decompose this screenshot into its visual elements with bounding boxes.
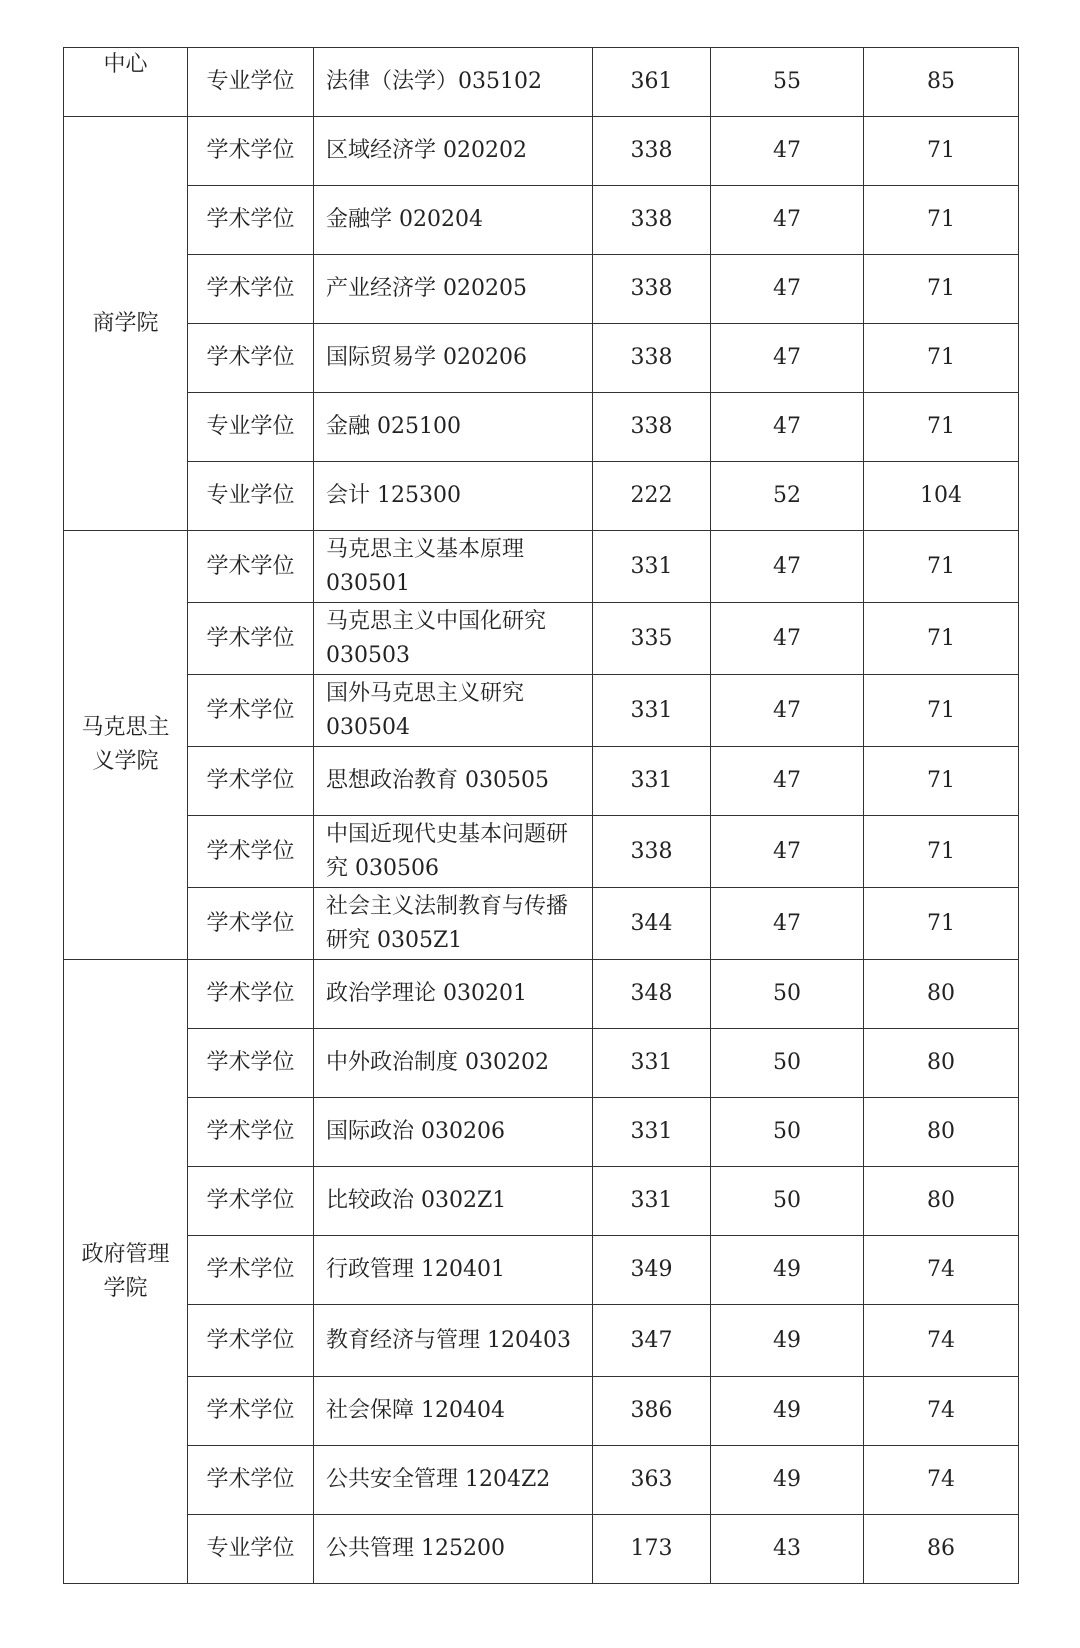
major-cell: 产业经济学 020205: [314, 255, 593, 324]
degree-type-cell: 学术学位: [188, 960, 314, 1029]
major-cell: 金融 025100: [314, 393, 593, 462]
single-subject-150-cell: 74: [864, 1236, 1019, 1305]
total-score-cell: 335: [593, 603, 711, 675]
total-score-cell: 331: [593, 1167, 711, 1236]
single-subject-100-cell: 50: [711, 960, 864, 1029]
major-cell: 区域经济学 020202: [314, 117, 593, 186]
table-row: [64, 186, 1019, 255]
total-score-cell: 363: [593, 1446, 711, 1515]
table-row: [64, 324, 1019, 393]
degree-type-cell: 学术学位: [188, 1098, 314, 1167]
degree-type-cell: 专业学位: [188, 462, 314, 531]
college-cell: 马克思主义学院: [64, 531, 188, 960]
single-subject-150-cell: 71: [864, 255, 1019, 324]
total-score-cell: 331: [593, 1098, 711, 1167]
single-subject-100-cell: 55: [711, 48, 864, 117]
single-subject-100-cell: 43: [711, 1515, 864, 1584]
table-row: [64, 1446, 1019, 1515]
table-row: [64, 888, 1019, 960]
table-row: [64, 1098, 1019, 1167]
single-subject-100-cell: 47: [711, 747, 864, 816]
single-subject-100-cell: 47: [711, 255, 864, 324]
single-subject-100-cell: 50: [711, 1029, 864, 1098]
major-cell: 政治学理论 030201: [314, 960, 593, 1029]
major-cell: 国外马克思主义研究 030504: [314, 675, 593, 747]
single-subject-100-cell: 49: [711, 1305, 864, 1377]
single-subject-150-cell: 71: [864, 675, 1019, 747]
single-subject-150-cell: 80: [864, 1029, 1019, 1098]
single-subject-100-cell: 49: [711, 1377, 864, 1446]
single-subject-100-cell: 47: [711, 117, 864, 186]
table-row: [64, 1305, 1019, 1377]
single-subject-150-cell: 71: [864, 186, 1019, 255]
major-cell: 教育经济与管理 120403: [314, 1305, 593, 1377]
table-row: [64, 816, 1019, 888]
degree-type-cell: 学术学位: [188, 675, 314, 747]
total-score-cell: 349: [593, 1236, 711, 1305]
degree-type-cell: 学术学位: [188, 1446, 314, 1515]
table-row: [64, 393, 1019, 462]
total-score-cell: 338: [593, 393, 711, 462]
table-row: [64, 1236, 1019, 1305]
degree-type-cell: 专业学位: [188, 1515, 314, 1584]
table-row: [64, 531, 1019, 603]
single-subject-150-cell: 80: [864, 960, 1019, 1029]
degree-type-cell: 学术学位: [188, 1029, 314, 1098]
total-score-cell: 338: [593, 255, 711, 324]
single-subject-100-cell: 49: [711, 1446, 864, 1515]
total-score-cell: 331: [593, 1029, 711, 1098]
degree-type-cell: 学术学位: [188, 1305, 314, 1377]
total-score-cell: 338: [593, 324, 711, 393]
total-score-cell: 338: [593, 117, 711, 186]
degree-type-cell: 学术学位: [188, 117, 314, 186]
degree-type-cell: 学术学位: [188, 186, 314, 255]
major-cell: 社会保障 120404: [314, 1377, 593, 1446]
college-cell: 政府管理学院: [64, 960, 188, 1584]
single-subject-100-cell: 50: [711, 1098, 864, 1167]
major-cell: 中外政治制度 030202: [314, 1029, 593, 1098]
degree-type-cell: 学术学位: [188, 747, 314, 816]
single-subject-150-cell: 71: [864, 816, 1019, 888]
single-subject-150-cell: 85: [864, 48, 1019, 117]
table-row: [64, 747, 1019, 816]
single-subject-100-cell: 47: [711, 531, 864, 603]
table-row: [64, 1167, 1019, 1236]
single-subject-100-cell: 47: [711, 186, 864, 255]
degree-type-cell: 学术学位: [188, 888, 314, 960]
single-subject-150-cell: 71: [864, 393, 1019, 462]
single-subject-100-cell: 47: [711, 324, 864, 393]
major-cell: 国际贸易学 020206: [314, 324, 593, 393]
major-cell: 国际政治 030206: [314, 1098, 593, 1167]
major-cell: 会计 125300: [314, 462, 593, 531]
single-subject-150-cell: 71: [864, 747, 1019, 816]
major-cell: 马克思主义中国化研究 030503: [314, 603, 593, 675]
degree-type-cell: 学术学位: [188, 1167, 314, 1236]
total-score-cell: 331: [593, 675, 711, 747]
total-score-cell: 348: [593, 960, 711, 1029]
table-row: [64, 1377, 1019, 1446]
major-cell: 马克思主义基本原理 030501: [314, 531, 593, 603]
single-subject-150-cell: 71: [864, 117, 1019, 186]
college-cell: 中心: [64, 48, 188, 117]
single-subject-100-cell: 47: [711, 816, 864, 888]
single-subject-150-cell: 74: [864, 1377, 1019, 1446]
major-cell: 金融学 020204: [314, 186, 593, 255]
degree-type-cell: 学术学位: [188, 324, 314, 393]
degree-type-cell: 专业学位: [188, 48, 314, 117]
degree-type-cell: 学术学位: [188, 1236, 314, 1305]
degree-type-cell: 学术学位: [188, 816, 314, 888]
single-subject-150-cell: 104: [864, 462, 1019, 531]
table-row: [64, 675, 1019, 747]
single-subject-150-cell: 71: [864, 603, 1019, 675]
total-score-cell: 331: [593, 747, 711, 816]
total-score-cell: 222: [593, 462, 711, 531]
table-row: [64, 255, 1019, 324]
major-cell: 社会主义法制教育与传播研究 0305Z1: [314, 888, 593, 960]
major-cell: 行政管理 120401: [314, 1236, 593, 1305]
single-subject-150-cell: 74: [864, 1446, 1019, 1515]
score-table: [63, 47, 1019, 1584]
total-score-cell: 347: [593, 1305, 711, 1377]
total-score-cell: 361: [593, 48, 711, 117]
total-score-cell: 331: [593, 531, 711, 603]
major-cell: 公共安全管理 1204Z2: [314, 1446, 593, 1515]
table-row: [64, 960, 1019, 1029]
major-cell: 法律（法学）035102: [314, 48, 593, 117]
degree-type-cell: 学术学位: [188, 531, 314, 603]
single-subject-100-cell: 50: [711, 1167, 864, 1236]
single-subject-100-cell: 47: [711, 393, 864, 462]
single-subject-150-cell: 71: [864, 531, 1019, 603]
table-row: [64, 117, 1019, 186]
total-score-cell: 338: [593, 816, 711, 888]
major-cell: 公共管理 125200: [314, 1515, 593, 1584]
single-subject-150-cell: 71: [864, 888, 1019, 960]
single-subject-100-cell: 47: [711, 603, 864, 675]
single-subject-150-cell: 71: [864, 324, 1019, 393]
single-subject-100-cell: 49: [711, 1236, 864, 1305]
single-subject-150-cell: 80: [864, 1098, 1019, 1167]
table-row: [64, 603, 1019, 675]
table-row: [64, 48, 1019, 117]
single-subject-100-cell: 47: [711, 675, 864, 747]
degree-type-cell: 学术学位: [188, 1377, 314, 1446]
college-cell: 商学院: [64, 117, 188, 531]
major-cell: 思想政治教育 030505: [314, 747, 593, 816]
total-score-cell: 173: [593, 1515, 711, 1584]
major-cell: 比较政治 0302Z1: [314, 1167, 593, 1236]
single-subject-150-cell: 74: [864, 1305, 1019, 1377]
total-score-cell: 338: [593, 186, 711, 255]
degree-type-cell: 学术学位: [188, 603, 314, 675]
total-score-cell: 344: [593, 888, 711, 960]
degree-type-cell: 专业学位: [188, 393, 314, 462]
single-subject-150-cell: 86: [864, 1515, 1019, 1584]
total-score-cell: 386: [593, 1377, 711, 1446]
single-subject-100-cell: 52: [711, 462, 864, 531]
table-row: [64, 1029, 1019, 1098]
table-row: [64, 1515, 1019, 1584]
degree-type-cell: 学术学位: [188, 255, 314, 324]
major-cell: 中国近现代史基本问题研究 030506: [314, 816, 593, 888]
single-subject-100-cell: 47: [711, 888, 864, 960]
single-subject-150-cell: 80: [864, 1167, 1019, 1236]
table-row: [64, 462, 1019, 531]
